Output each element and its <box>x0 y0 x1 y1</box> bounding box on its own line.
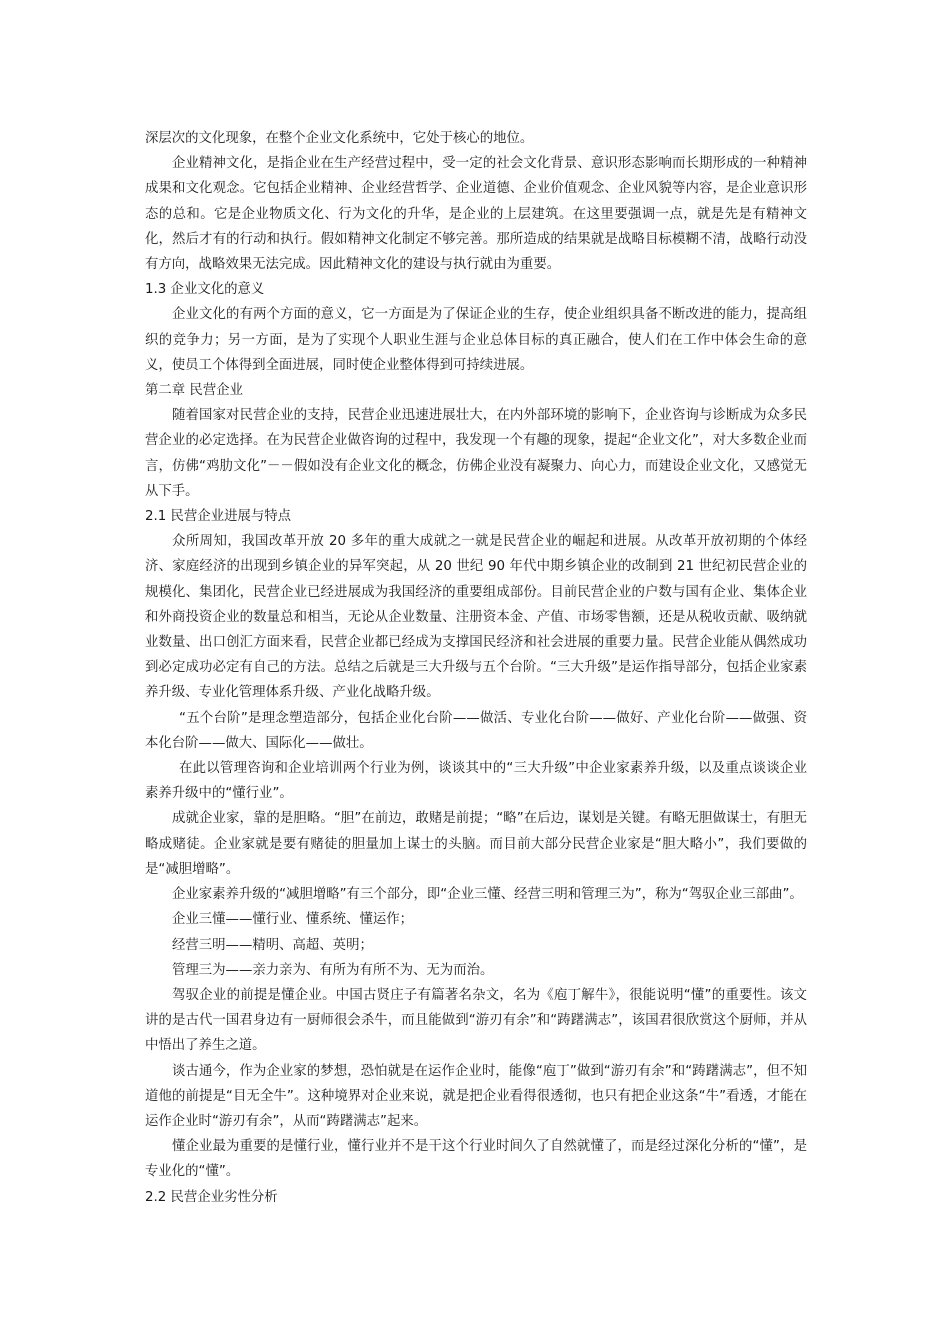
paragraph: 谈古通今，作为企业家的梦想，恐怕就是在运作企业时，能像“庖丁”做到“游刃有余”和“踌躇满志”，但不知道他的前提是“目无全牛”。这种境界对企业来说，就是把企业看得很透彻，也只有把企业这条“牛”看透，才能在运作企业时“游刃有余”，从而“踌躇满志”起来。 <box>145 1063 807 1129</box>
paragraph: 随着国家对民营企业的支持，民营企业迅速进展壮大，在内外部环境的影响下，企业咨询与诊断成为众多民营企业的必定选择。在为民营企业做咨询的过程中，我发现一个有趣的现象，提起“企业文化”，对大多数企业而言，仿佛“鸡肋文化”－－假如没有企业文化的概念，仿佛企业没有凝聚力、向心力，而建设企业文化，又感觉无从下手。 <box>145 408 807 499</box>
paragraph: 深层次的文化现象，在整个企业文化系统中，它处于核心的地位。 <box>145 131 534 146</box>
list-item: 管理三为——亲力亲为、有所为有所不为、无为而治。 <box>172 962 494 978</box>
paragraph: “五个台阶”是理念塑造部分，包括企业化台阶——做活、专业化台阶——做好、产业化台阶——做强、资本化台阶——做大、国际化——做壮。 <box>145 710 807 751</box>
paragraph: 在此以管理咨询和企业培训两个行业为例，谈谈其中的“三大升级”中企业家素养升级，以及重点谈谈企业素养升级中的“懂行业”。 <box>145 761 807 802</box>
paragraph: 驾驭企业的前提是懂企业。中国古贤庄子有篇著名杂文，名为《庖丁解牛》，很能说明“懂”的重要性。该文讲的是古代一国君身边有一厨师很会杀牛，而且能做到“游刃有余”和“踌躇满志”，该国君很欣赏这个厨师，并从中悟出了养生之道。 <box>145 987 807 1054</box>
paragraph: 企业文化的有两个方面的意义，它一方面是为了保证企业的生存，使企业组织具备不断改进的能力，提高组织的竞争力；另一方面，是为了实现个人职业生涯与企业总体目标的真正融合，使人们在工作中体会生命的意义，使员工个体得到全面进展，同时使企业整体得到可持续进展。 <box>145 307 807 373</box>
paragraph: 企业精神文化，是指企业在生产经营过程中，受一定的社会文化背景、意识形态影响而长期形成的一种精神成果和文化观念。它包括企业精神、企业经营哲学、企业道德、企业价值观念、企业风貌等内容，是企业意识形态的总和。它是企业物质文化、行为文化的升华，是企业的上层建筑。在这里要强调一点，就是先是有精神文化，然后才有的行动和执行。假如精神文化制定不够完善。那所造成的结果就是战略目标模糊不清，战略行动没有方向，战略效果无法完成。因此精神文化的建设与执行就由为重要。 <box>145 156 807 273</box>
chapter-heading: 第二章 民营企业 <box>145 383 243 399</box>
paragraph: 懂企业最为重要的是懂行业，懂行业并不是干这个行业时间久了自然就懂了，而是经过深化分析的“懂”，是专业化的“懂”。 <box>145 1139 807 1180</box>
list-item: 经营三明——精明、高超、英明； <box>172 937 373 953</box>
section-heading: 2.1 民营企业进展与特点 <box>145 509 292 525</box>
section-heading: 2.2 民营企业劣性分析 <box>145 1189 278 1205</box>
list-item: 企业三懂——懂行业、懂系统、懂运作； <box>172 912 414 928</box>
paragraph: 成就企业家，靠的是胆略。“胆”在前边，敢赌是前提；“略”在后边，谋划是关键。有略无胆做谋士，有胆无略成赌徒。企业家就是要有赌徒的胆量加上谋士的头脑。而目前大部分民营企业家是“胆大略小”，我们要做的是“减胆增略”。 <box>145 811 807 877</box>
section-heading: 1.3 企业文化的意义 <box>145 282 265 298</box>
document-page <box>145 126 807 1210</box>
paragraph: 众所周知，我国改革开放 20 多年的重大成就之一就是民营企业的崛起和进展。从改革开放初期的个体经济、家庭经济的出现到乡镇企业的异军突起，从 20 世纪 90 年代中期乡镇企业的改制到 21 世纪初民营企业的规模化、集团化，民营企业已经进展成为我国经济的重要组成部份。目前民营企业的户数与国有企业、集体企业和外商投资企业的数量总和相当，无论从企业数量、注册资本金、产值、市场零售额，还是从税收贡献、吸纳就业数量、出口创汇方面来看，民营企业都已经成为支撑国民经济和社会进展的重要力量。民营企业能从偶然成功到必定成功必定有自己的方法。总结之后就是三大升级与五个台阶。“三大升级”是运作指导部分，包括企业家素养升级、专业化管理体系升级、产业化战略升级。 <box>145 534 807 701</box>
paragraph: 企业家素养升级的“减胆增略”有三个部分，即“企业三懂、经营三明和管理三为”，称为“驾驭企业三部曲”。 <box>172 887 803 903</box>
